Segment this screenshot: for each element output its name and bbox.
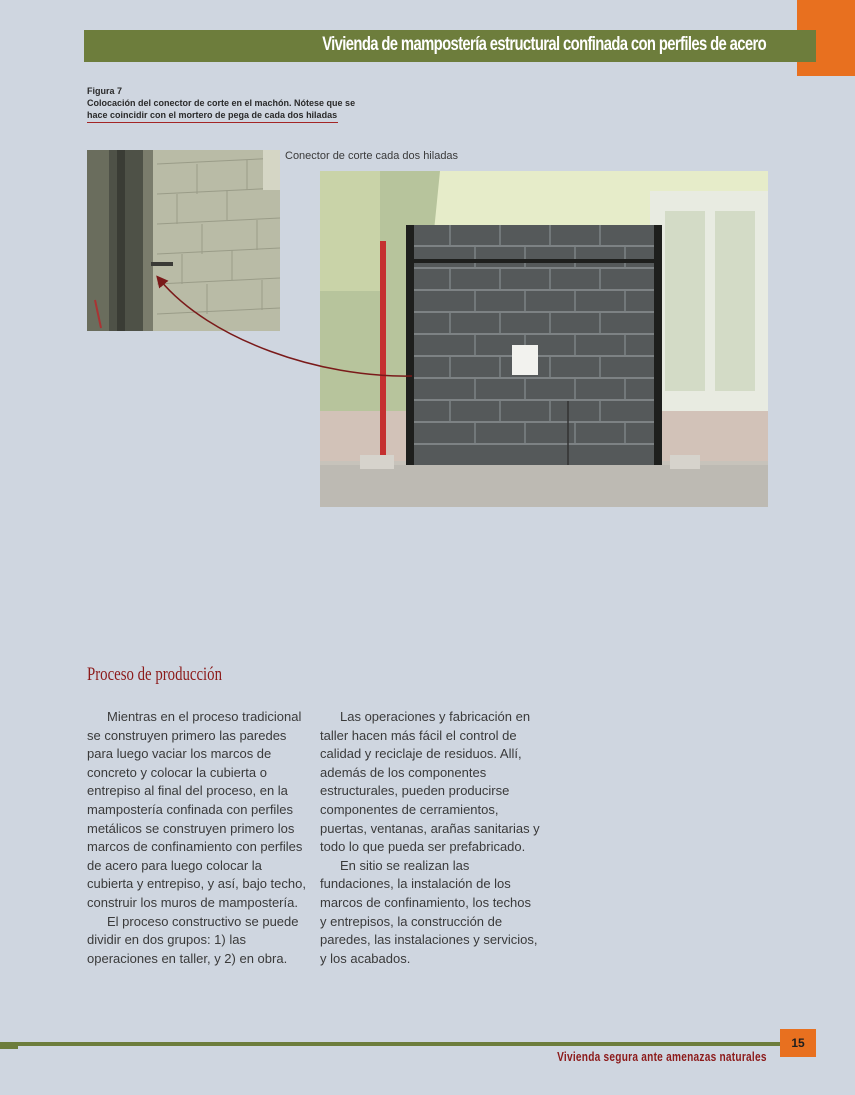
text-column-1 (87, 708, 307, 968)
figure-label: Figura 7 (87, 86, 123, 96)
header-band (84, 30, 816, 62)
page-number: 15 (780, 1029, 816, 1057)
detail-photo-connector (87, 150, 280, 331)
section-title: Proceso de producción (87, 664, 222, 685)
figure-caption-block (87, 86, 387, 123)
lab-wall-photo (320, 171, 768, 507)
text-column-2 (320, 708, 540, 968)
footer-rule-left (0, 1046, 18, 1049)
figure-caption-line-2: hace coincidir con el mortero de pega de cada dos hiladas (87, 110, 338, 120)
figure-caption-line-1: Colocación del conector de corte en el machón. Nótese que se (87, 98, 356, 108)
figure-caption-rule (87, 122, 338, 123)
lab-wall-drawing (320, 171, 768, 507)
photo-caption: Conector de corte cada dos hiladas (285, 150, 459, 162)
header-title: Vivienda de mampostería estructural confinada con perfiles de acero (322, 34, 766, 55)
col2-paragraph-2: En sitio se realizan las fundaciones, la instalación de los marcos de confinamiento, los techos y entrepisos, la construcción de paredes, las instalaciones y servicios, y los acabados. (320, 857, 538, 966)
col1-paragraph-2: El proceso constructivo se puede dividir en dos grupos: 1) las operaciones en taller, y 2) en obra. (87, 913, 299, 966)
footer-title: Vivienda segura ante amenazas naturales (557, 1049, 767, 1064)
footer-rule (0, 1042, 780, 1046)
col2-paragraph-1: Las operaciones y fabricación en taller hacen más fácil el control de calidad y reciclaje de residuos. Allí, además de los componentes estructurales, pueden producirse componentes de cerramientos, puertas, ventanas, arañas sanitarias y todo lo que pueda ser prefabricado. (320, 709, 540, 855)
col1-paragraph-1: Mientras en el proceso tradicional se construyen primero las paredes para luego vaciar los marcos de concreto y colocar la cubierta o entrepiso al final del proceso, en la mampostería confinada con perfiles metálicos se construyen primero los marcos de confinamiento con perfiles de acero para luego colocar la cubierta y entrepiso, y así, bajo techo, construir los muros de mampostería. (87, 709, 306, 910)
detail-photo-drawing (87, 150, 280, 331)
